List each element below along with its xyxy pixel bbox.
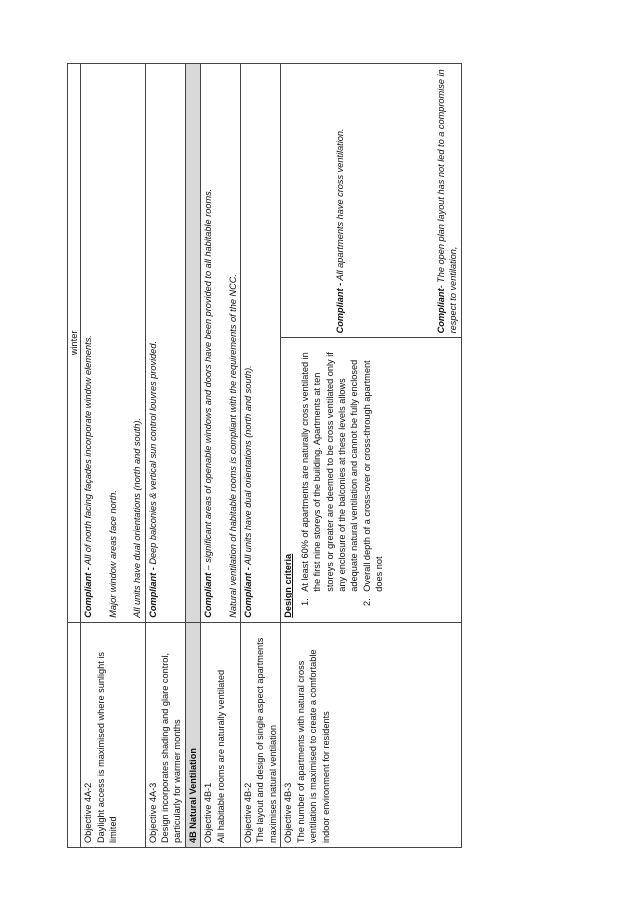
comment-text: Natural ventilation of habitable rooms is compliant with the requirements of the NCC. [227, 274, 238, 618]
table-row [281, 64, 461, 848]
objective-cell [241, 622, 281, 847]
objective-code: Objective 4B-3 [283, 782, 294, 843]
objective-text: Daylight access is maximised where sunlight is limited [95, 652, 119, 843]
section-header-row [185, 64, 200, 848]
criteria-list [299, 342, 386, 617]
compliant-label: Compliant - [83, 567, 94, 618]
criteria-cell [281, 338, 461, 622]
comment-text: All units have dual orientations (north and south). [243, 365, 254, 568]
comment-text: Major window areas face north. [107, 490, 118, 618]
list-item: 2. Overall depth of a cross-over or cross-through apartment does not [361, 342, 386, 595]
table-row [145, 64, 185, 848]
objective-text: The number of apartments with natural cross ventilation is maximised to create a comfortable indoor environment for residents [295, 649, 331, 843]
section-title: 4B Natural Ventilation [185, 622, 200, 847]
criteria-title: Design criteria [283, 553, 294, 618]
comment-text: All apartments have cross ventilation. [335, 128, 346, 283]
table-row [241, 64, 281, 848]
objective-code: Objective 4B-2 [243, 782, 254, 843]
comment-text: All units have dual orientations (north and south). [132, 418, 143, 618]
objective-text: All habitable rooms are naturally ventilated [215, 669, 226, 843]
comment-cell [281, 64, 461, 338]
comment-text: All of north facing façades incorporate window elements. [83, 335, 94, 568]
comment-text: Deep balconies & vertical sun control louvres provided. [147, 340, 158, 568]
compliance-table [67, 63, 462, 848]
compliant-label: Compliant - [335, 282, 346, 334]
objective-cell [81, 622, 145, 847]
table-cell [68, 622, 81, 847]
table-row [201, 64, 241, 848]
comment-text: – significant areas of openable windows and doors have been provided to all habitable rooms. [203, 188, 214, 573]
comment-text: - The open plan layout has not led to a compromise in respect to ventilation, [435, 69, 459, 334]
table-row [68, 64, 81, 848]
comment-cell [241, 64, 281, 623]
objective-cell [201, 622, 241, 847]
table-cell [185, 64, 200, 623]
comment-cell [201, 64, 241, 623]
list-item: 1. At least 60% of apartments are naturally cross ventilated in the first nine storeys of the building. Apartments at ten storeys or greater are deemed to be cross ventilated only if any enclosure of the balconies at these levels allows adequate natural ventilation and cannot be fully enclosed [299, 342, 361, 595]
continued-header: winter [68, 64, 81, 623]
compliant-label: Compliant [435, 288, 446, 334]
compliant-label: Compliant [203, 572, 214, 618]
compliant-label: Compliant - [243, 567, 254, 618]
objective-cell [145, 622, 185, 847]
objective-code: Objective 4A-2 [83, 782, 94, 843]
objective-text: The layout and design of single aspect apartments maximises natural ventilation [255, 637, 278, 843]
objective-cell [281, 622, 461, 847]
comment-cell [145, 64, 185, 623]
objective-code: Objective 4A-3 [147, 782, 158, 843]
objective-text: Design incorporates shading and glare control, particularly for warmer months [160, 653, 183, 843]
objective-code: Objective 4B-1 [203, 782, 214, 843]
comment-cell [81, 64, 145, 623]
compliant-label: Compliant - [147, 567, 158, 618]
table-row [81, 64, 145, 848]
